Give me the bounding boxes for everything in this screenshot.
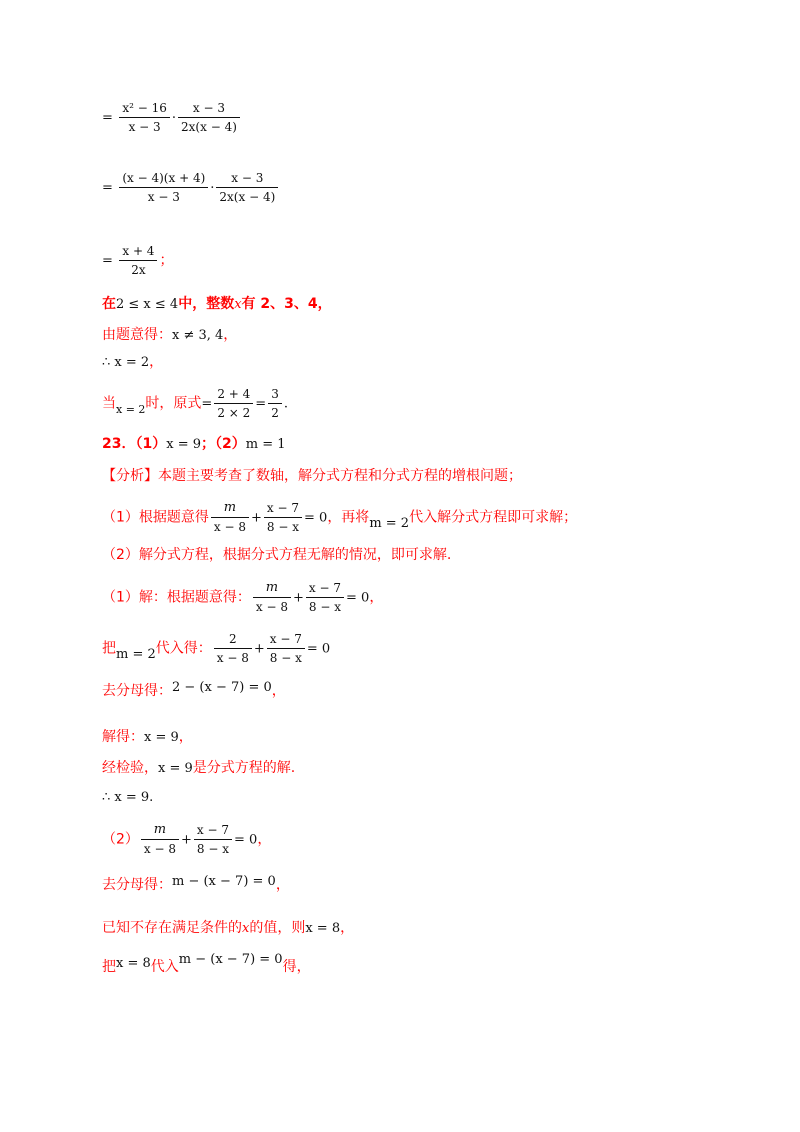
- solve-line: 解得：x = 9，: [102, 729, 193, 745]
- analysis-bracket: 【分析】: [102, 468, 158, 484]
- fraction-2: $\frac{x - 3}{2x(x - 4)}$: [216, 170, 278, 205]
- range-inequality: 2 ≤ x ≤ 4: [116, 297, 179, 312]
- semicolon: ；: [159, 252, 174, 269]
- therefore-x-2: ∴ x = 2，: [102, 354, 164, 370]
- integer-range-line: 在2 ≤ x ≤ 4中，整数x有 2、3、4，: [102, 296, 332, 312]
- analysis-line: 【分析】本题主要考查了数轴，解分式方程和分式方程的增根问题；: [102, 468, 522, 484]
- variable-x: x: [234, 297, 242, 312]
- clear-denominator-2: 去分母得：m − (x − 7) = 0，: [102, 874, 290, 893]
- solution-2: （2） $\frac{m}{x - 8}$ + $\frac{x - 7}{8 - x}$ = 0，: [102, 822, 272, 856]
- simplify-step-2: [102, 170, 280, 205]
- clear-denominator-1: 去分母得：2 − (x − 7) = 0，: [102, 680, 286, 699]
- fraction-1: $\frac{(x - 4)(x + 4)}{x - 3}$: [119, 170, 208, 205]
- equals-sign: =: [102, 180, 113, 196]
- answer-23: 23．（1）x = 9；（2）m = 1: [102, 436, 286, 452]
- simplify-step-3: [102, 243, 173, 278]
- hint-2: （2）解分式方程，根据分式方程无解的情况，即可求解.: [102, 547, 452, 563]
- hint-1: （1）根据题意得 $\frac{m}{x - 8}$ + $\frac{x - 7}{8 - x}$ = 0，再将m = 2代入解分式方程即可求解；: [102, 500, 578, 534]
- substitute-x-8: 把x = 8代入m − (x − 7) = 0得，: [102, 952, 311, 975]
- simplify-step-1: [102, 100, 242, 135]
- solution-1: （1）解：根据题意得： $\frac{m}{x - 8}$ + $\frac{x - 7}{8 - x}$ = 0，: [102, 580, 384, 614]
- fraction-result: $\frac{3}{2}$: [268, 386, 282, 421]
- fraction-value: $\frac{2 + 4}{2 \times 2}$: [214, 386, 253, 421]
- check-line: 经检验，x = 9是分式方程的解.: [102, 760, 296, 776]
- dot-operator: ·: [171, 110, 177, 126]
- known-condition: 已知不存在满足条件的x的值，则x = 8，: [102, 920, 355, 936]
- fraction-result: $\frac{x + 4}{2x}$: [119, 243, 157, 278]
- equals-sign: =: [102, 110, 113, 126]
- dot-operator: ·: [210, 180, 215, 196]
- substitute-m-2: 把m = 2代入得： $\frac{2}{x - 8}$ + $\frac{x - 7}{8 - x}$ = 0: [102, 632, 331, 665]
- condition-line: 由题意得：x ≠ 3, 4，: [102, 327, 238, 343]
- condition-expr: x ≠ 3, 4: [172, 328, 224, 343]
- fraction-2: $\frac{x - 3}{2x(x - 4)}$: [178, 100, 240, 135]
- equals-sign: =: [102, 253, 113, 269]
- value-line: 当$_{x = 2}$时，原式= $\frac{2 + 4}{2 \times 2}$ = $\frac{3}{2}$ .: [102, 387, 288, 420]
- x-equals-2: x = 2: [116, 402, 146, 416]
- therefore-x-9: ∴ x = 9.: [102, 790, 154, 805]
- fraction-1: $\frac{\text{x² − 16}}{x - 3}$: [119, 100, 170, 135]
